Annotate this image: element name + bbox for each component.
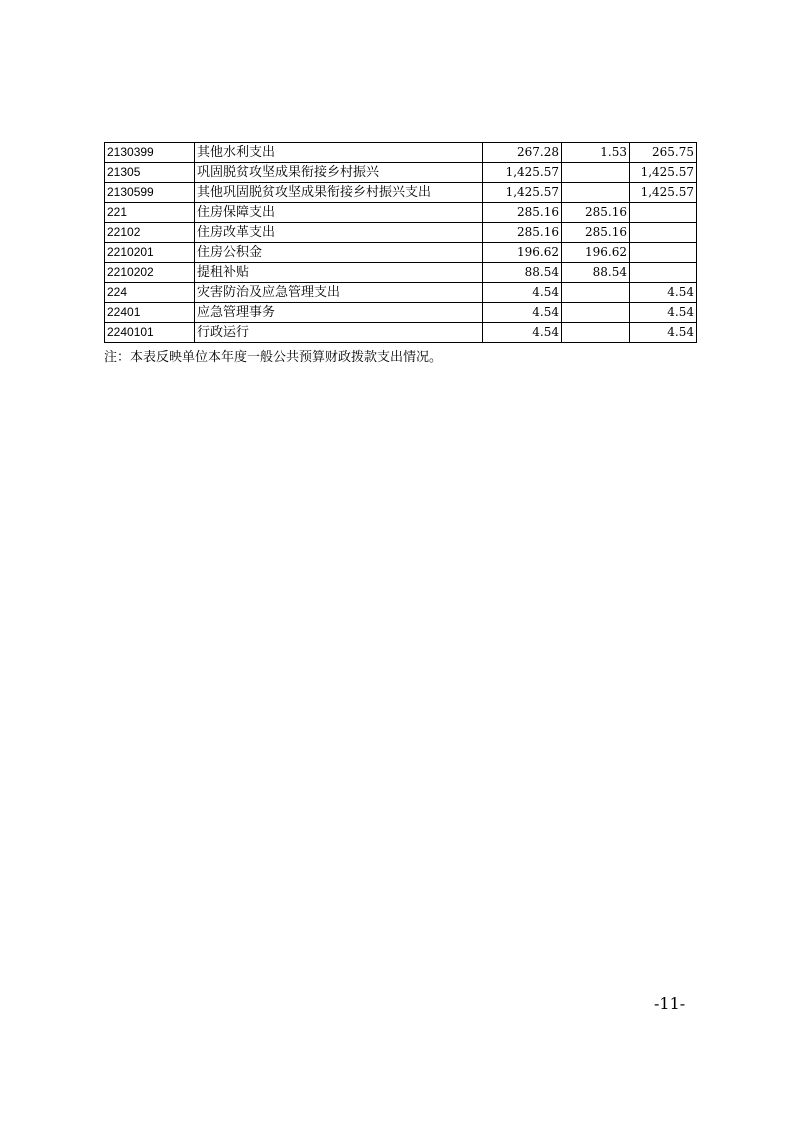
subject-name-cell: 提租补贴: [195, 263, 483, 283]
total-cell: 4.54: [483, 283, 562, 303]
subject-name-cell: 住房公积金: [195, 243, 483, 263]
basic-expense-cell: 285.16: [562, 203, 630, 223]
subject-name-cell: 其他巩固脱贫攻坚成果衔接乡村振兴支出: [195, 183, 483, 203]
total-cell: 285.16: [483, 203, 562, 223]
total-cell: 4.54: [483, 323, 562, 343]
basic-expense-cell: 196.62: [562, 243, 630, 263]
table-row: [105, 223, 697, 243]
basic-expense-cell: 1.53: [562, 143, 630, 163]
subject-code-cell: 21305: [105, 163, 195, 183]
project-expense-cell: 4.54: [630, 323, 697, 343]
subject-name-cell: 应急管理事务: [195, 303, 483, 323]
subject-code-cell: 2130599: [105, 183, 195, 203]
table-row: [105, 283, 697, 303]
project-expense-cell: 1,425.57: [630, 183, 697, 203]
total-cell: 1,425.57: [483, 163, 562, 183]
subject-code-cell: 22102: [105, 223, 195, 243]
expense-table-body: [105, 143, 697, 343]
project-expense-cell: [630, 203, 697, 223]
subject-name-cell: 行政运行: [195, 323, 483, 343]
project-expense-cell: 265.75: [630, 143, 697, 163]
subject-code-cell: 2210202: [105, 263, 195, 283]
project-expense-cell: 4.54: [630, 303, 697, 323]
total-cell: 267.28: [483, 143, 562, 163]
basic-expense-cell: [562, 163, 630, 183]
table-row: [105, 303, 697, 323]
subject-code-cell: 22401: [105, 303, 195, 323]
total-cell: 285.16: [483, 223, 562, 243]
basic-expense-cell: [562, 183, 630, 203]
total-cell: 4.54: [483, 303, 562, 323]
expense-table: [104, 142, 697, 343]
subject-code-cell: 2210201: [105, 243, 195, 263]
basic-expense-cell: [562, 303, 630, 323]
basic-expense-cell: [562, 323, 630, 343]
project-expense-cell: 1,425.57: [630, 163, 697, 183]
subject-code-cell: 2240101: [105, 323, 195, 343]
table-footnote: 注：本表反映单位本年度一般公共预算财政拨款支出情况。: [104, 350, 443, 365]
table-row: [105, 163, 697, 183]
total-cell: 1,425.57: [483, 183, 562, 203]
total-cell: 88.54: [483, 263, 562, 283]
subject-name-cell: 灾害防治及应急管理支出: [195, 283, 483, 303]
project-expense-cell: 4.54: [630, 283, 697, 303]
project-expense-cell: [630, 263, 697, 283]
subject-code-cell: 2130399: [105, 143, 195, 163]
table-row: [105, 143, 697, 163]
subject-name-cell: 其他水利支出: [195, 143, 483, 163]
table-row: [105, 323, 697, 343]
basic-expense-cell: 88.54: [562, 263, 630, 283]
table-row: [105, 263, 697, 283]
subject-code-cell: 224: [105, 283, 195, 303]
subject-name-cell: 住房改革支出: [195, 223, 483, 243]
total-cell: 196.62: [483, 243, 562, 263]
basic-expense-cell: [562, 283, 630, 303]
subject-name-cell: 巩固脱贫攻坚成果衔接乡村振兴: [195, 163, 483, 183]
page-number: -11-: [654, 994, 686, 1013]
table-row: [105, 183, 697, 203]
subject-code-cell: 221: [105, 203, 195, 223]
subject-name-cell: 住房保障支出: [195, 203, 483, 223]
table-row: [105, 243, 697, 263]
project-expense-cell: [630, 223, 697, 243]
basic-expense-cell: 285.16: [562, 223, 630, 243]
project-expense-cell: [630, 243, 697, 263]
table-row: [105, 203, 697, 223]
